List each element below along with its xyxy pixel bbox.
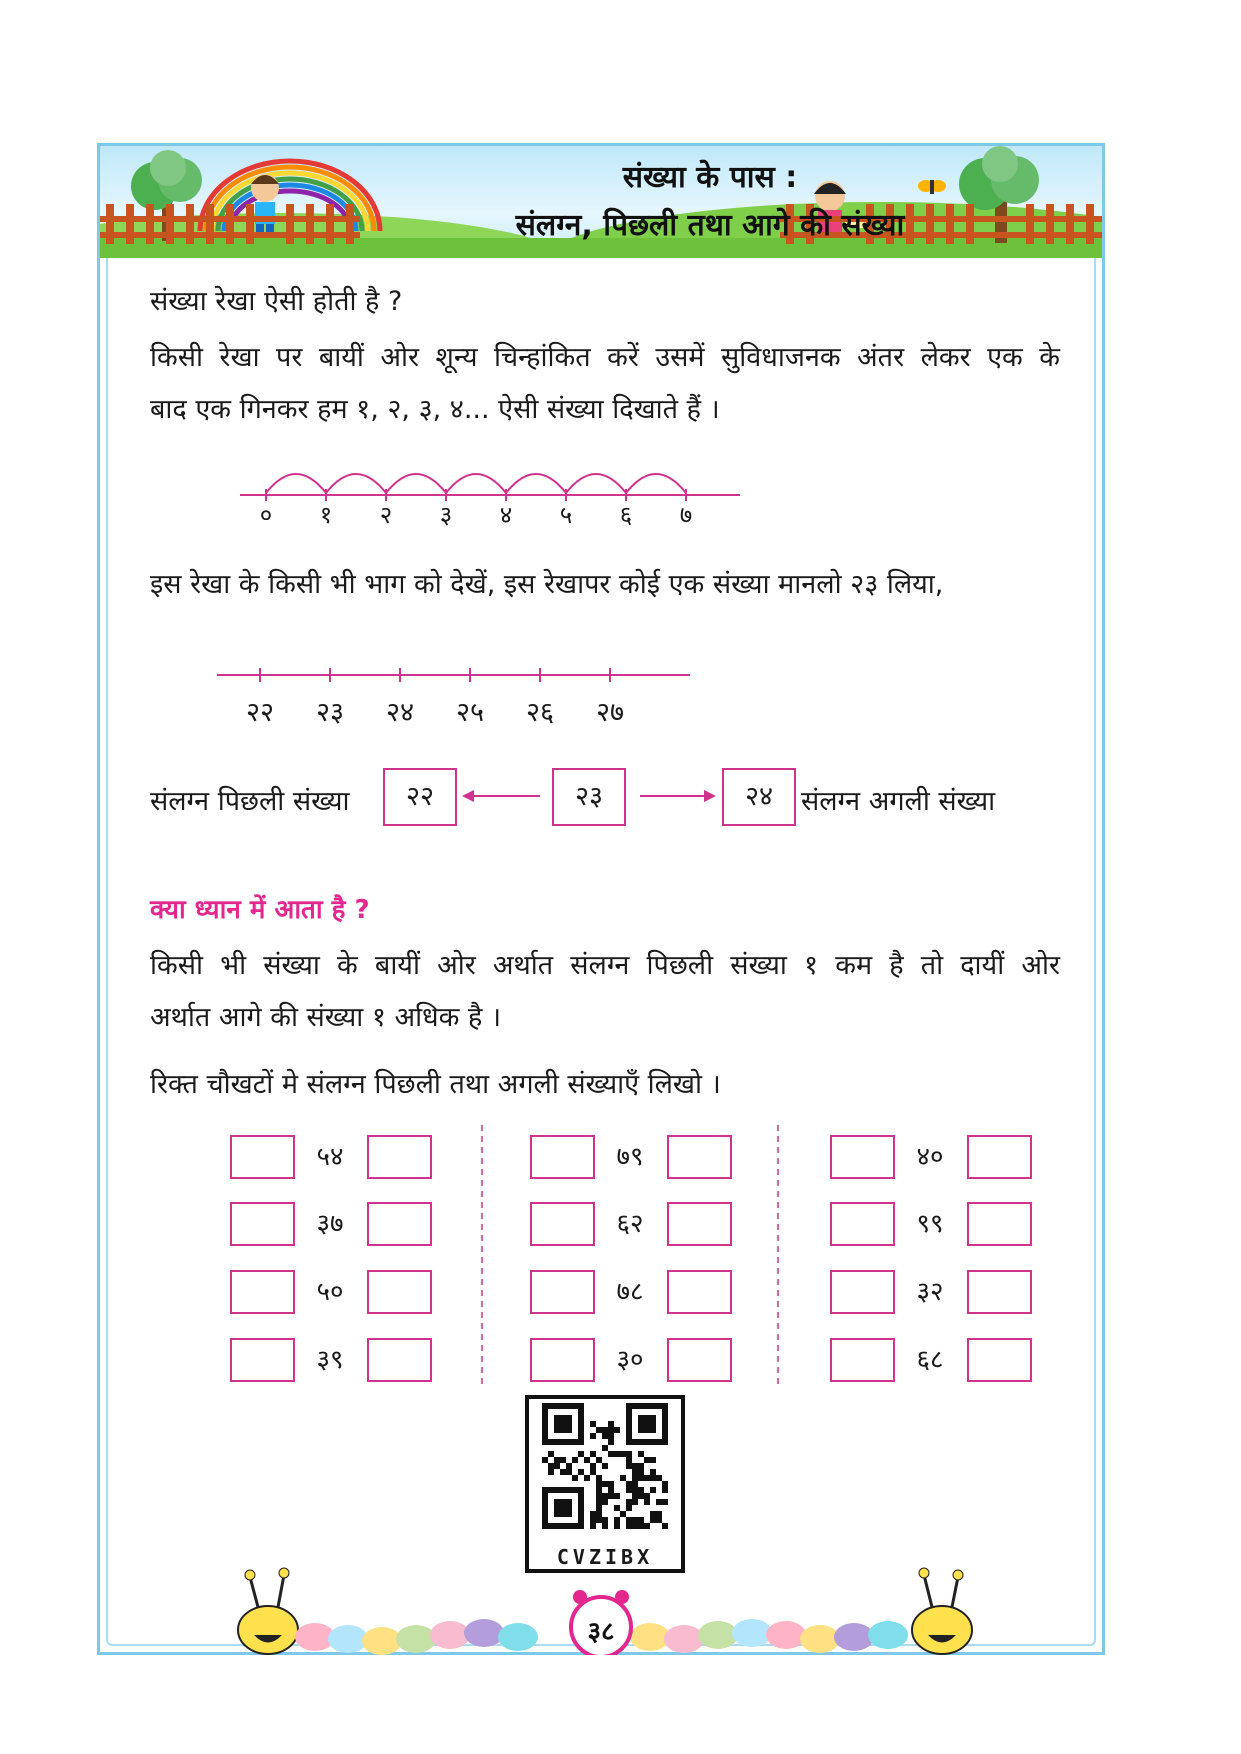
qr-module [638,1475,644,1481]
qr-module [632,1469,638,1475]
next-number-box: २४ [722,768,796,826]
answer-box-next[interactable] [367,1338,432,1382]
qr-module [632,1481,638,1487]
qr-module [584,1457,590,1463]
qr-module [590,1469,596,1475]
qr-module [548,1451,554,1457]
given-number: ७९ [616,1142,644,1172]
qr-module [626,1487,632,1493]
qr-module [602,1499,608,1505]
qr-module [650,1469,656,1475]
number-line-2-label: २३ [315,697,345,728]
qr-module [602,1523,608,1529]
qr-module [662,1499,668,1505]
number-line-2 [215,660,695,690]
qr-module [572,1457,578,1463]
given-number: ६८ [916,1345,944,1375]
qr-module [650,1511,656,1517]
qr-module [632,1523,638,1529]
prev-number-box: २२ [383,768,457,826]
answer-box-next[interactable] [967,1270,1032,1314]
qr-module [632,1517,638,1523]
number-line-1-label: ० [259,501,273,529]
qr-module [620,1475,626,1481]
qr-module [602,1445,608,1451]
qr-module [548,1469,554,1475]
answer-box-previous[interactable] [230,1135,295,1179]
answer-box-next[interactable] [967,1135,1032,1179]
number-line-2-label: २२ [245,697,275,728]
number-line-1-hop [626,474,686,493]
qr-module [578,1469,584,1475]
number-line-2-label: २५ [455,697,485,728]
given-number: ३२ [916,1277,944,1307]
qr-module [596,1511,602,1517]
qr-module [596,1499,602,1505]
qr-module [614,1427,620,1433]
qr-module [644,1493,650,1499]
qr-module [584,1475,590,1481]
answer-box-previous[interactable] [830,1202,895,1246]
answer-box-next[interactable] [367,1270,432,1314]
qr-module [626,1505,632,1511]
answer-box-previous[interactable] [830,1338,895,1382]
qr-module [566,1469,572,1475]
qr-module [602,1481,608,1487]
number-line-1-label: ७ [679,501,693,529]
number-line-1-hop [446,474,506,493]
given-number: ४० [916,1142,944,1172]
qr-module [596,1487,602,1493]
qr-module [590,1421,596,1427]
qr-module [644,1523,650,1529]
qr-module [542,1457,548,1463]
qr-module [572,1475,578,1481]
given-number: ६२ [616,1209,644,1239]
qr-module [656,1499,662,1505]
qr-module [620,1511,626,1517]
qr-module [656,1475,662,1481]
intro-line-2: किसी रेखा पर बायीं ओर शून्य चिन्हांकित करें उसमें सुविधाजनक अंतर लेकर एक के [150,342,1060,373]
answer-box-next[interactable] [667,1202,732,1246]
number-line-1-label: ६ [619,501,633,529]
qr-module [656,1517,662,1523]
given-number: ३९ [316,1345,344,1375]
answer-box-next[interactable] [367,1202,432,1246]
arrow-left-icon [462,786,542,806]
qr-module [638,1523,644,1529]
given-number: ९९ [916,1209,944,1239]
qr-module [626,1517,632,1523]
number-line-2-label: २४ [385,697,415,728]
given-number: ३७ [316,1209,344,1239]
qr-module [626,1523,632,1529]
qr-module [662,1487,668,1493]
exercise-instruction: रिक्त चौखटों मे संलग्न पिछली तथा अगली संख्याएँ लिखो । [150,1069,721,1100]
given-number: ३० [616,1345,644,1375]
number-line-1-label: २ [379,501,393,529]
qr-module [656,1511,662,1517]
qr-finder [554,1499,572,1517]
qr-module [608,1421,614,1427]
qr-module [602,1433,608,1439]
qr-module [548,1463,554,1469]
number-line-1-hop [326,474,386,493]
qr-module [644,1457,650,1463]
notice-line-1: किसी भी संख्या के बायीं ओर अर्थात संलग्न पिछली संख्या १ कम है तो दायीं ओर [150,950,1060,981]
qr-module [608,1487,614,1493]
number-line-1-hops [266,474,686,493]
qr-module [608,1439,614,1445]
qr-module [650,1487,656,1493]
number-line-1-label: ४ [499,501,513,529]
intro-line-3: बाद एक गिनकर हम १, २, ३, ४... ऐसी संख्या दिखाते हैं । [150,394,720,425]
qr-module [596,1493,602,1499]
qr-module [626,1451,632,1457]
answer-box-previous[interactable] [530,1135,595,1179]
given-number: ५० [316,1277,344,1307]
qr-module [626,1481,632,1487]
given-number: ७८ [616,1277,644,1307]
qr-module [638,1469,644,1475]
qr-module [590,1463,596,1469]
qr-module [644,1475,650,1481]
middle-text: इस रेखा के किसी भी भाग को देखें, इस रेखापर कोई एक संख्या मानलो २३ लिया, [150,569,944,600]
answer-box-next[interactable] [667,1338,732,1382]
intro-line-1: संख्या रेखा ऐसी होती है ? [150,286,403,317]
number-line-1-hop [566,474,626,493]
answer-box-previous[interactable] [230,1202,295,1246]
qr-module [632,1499,638,1505]
prev-number-label: संलग्न पिछली संख्या [150,786,350,817]
qr-module [596,1457,602,1463]
qr-module [638,1451,644,1457]
qr-module [614,1517,620,1523]
qr-module [608,1427,614,1433]
title-line-2: संलग्न, पिछली तथा आगे की संख्या [515,208,905,243]
qr-module [644,1499,650,1505]
number-line-2-label: २७ [595,697,625,728]
divider-2 [776,1125,780,1385]
qr-module [650,1457,656,1463]
answer-box-next[interactable] [667,1135,732,1179]
next-number-label: संलग्न अगली संख्या [801,786,996,817]
number-line-1-hop [386,474,446,493]
answer-box-previous[interactable] [530,1202,595,1246]
qr-module [590,1451,596,1457]
caterpillar-right [912,1568,972,1654]
header-banner [100,146,1102,258]
page-number: ३८ [587,1617,615,1647]
qr-module [560,1469,566,1475]
current-number-box: २३ [552,768,626,826]
arrow-right-icon [638,786,718,806]
qr-module [590,1523,596,1529]
qr-module [608,1451,614,1457]
answer-box-previous[interactable] [830,1270,895,1314]
qr-module [638,1493,644,1499]
qr-module [614,1505,620,1511]
qr-module [554,1463,560,1469]
page-title [430,154,990,250]
qr-module [614,1493,620,1499]
number-line-1-hop [506,474,566,493]
answer-box-previous[interactable] [530,1270,595,1314]
qr-module [632,1475,638,1481]
qr-module [638,1487,644,1493]
qr-module [638,1517,644,1523]
number-line-1-label: १ [319,501,333,529]
qr-module [632,1487,638,1493]
qr-module [554,1457,560,1463]
answer-box-previous[interactable] [230,1338,295,1382]
qr-module [602,1427,608,1433]
qr-code-pattern [529,1399,681,1539]
qr-module [662,1523,668,1529]
qr-module [626,1499,632,1505]
qr-module [596,1481,602,1487]
qr-module [602,1493,608,1499]
qr-finder [554,1415,572,1433]
qr-module [560,1457,566,1463]
title-line-1: संख्या के पास : [622,160,798,195]
qr-module [614,1523,620,1529]
given-number: ५४ [316,1142,344,1172]
qr-code-label: CVZIBX [556,1545,654,1569]
number-line-1-label: ३ [439,501,453,529]
qr-module [662,1481,668,1487]
answer-box-previous[interactable] [830,1135,895,1179]
qr-module [590,1517,596,1523]
qr-finder [638,1415,656,1433]
answer-box-previous[interactable] [530,1338,595,1382]
answer-box-next[interactable] [967,1338,1032,1382]
qr-module [596,1505,602,1511]
qr-module [626,1457,632,1463]
qr-module [566,1463,572,1469]
qr-module [602,1463,608,1469]
divider-1 [480,1125,484,1385]
answer-box-next[interactable] [367,1135,432,1179]
qr-module [632,1493,638,1499]
number-line-1-label: ५ [559,501,573,529]
qr-module [596,1427,602,1433]
answer-box-previous[interactable] [230,1270,295,1314]
qr-module [632,1463,638,1469]
qr-module [596,1517,602,1523]
caterpillar-left [238,1568,298,1654]
qr-module [578,1451,584,1457]
qr-module [626,1463,632,1469]
qr-module [608,1481,614,1487]
answer-box-next[interactable] [667,1270,732,1314]
qr-module [650,1475,656,1481]
answer-box-next[interactable] [967,1202,1032,1246]
qr-module [590,1511,596,1517]
qr-module [602,1517,608,1523]
qr-module [608,1433,614,1439]
notice-heading: क्या ध्यान में आता है ? [150,895,370,925]
number-line-2-label: २६ [525,697,555,728]
qr-module [650,1517,656,1523]
qr-module [614,1451,620,1457]
qr-module [596,1475,602,1481]
number-line-1-hop [266,474,326,493]
qr-module [620,1451,626,1457]
qr-module [608,1493,614,1499]
notice-line-2: अर्थात आगे की संख्या १ अधिक है । [150,1002,502,1033]
qr-module [590,1433,596,1439]
qr-module [638,1463,644,1469]
